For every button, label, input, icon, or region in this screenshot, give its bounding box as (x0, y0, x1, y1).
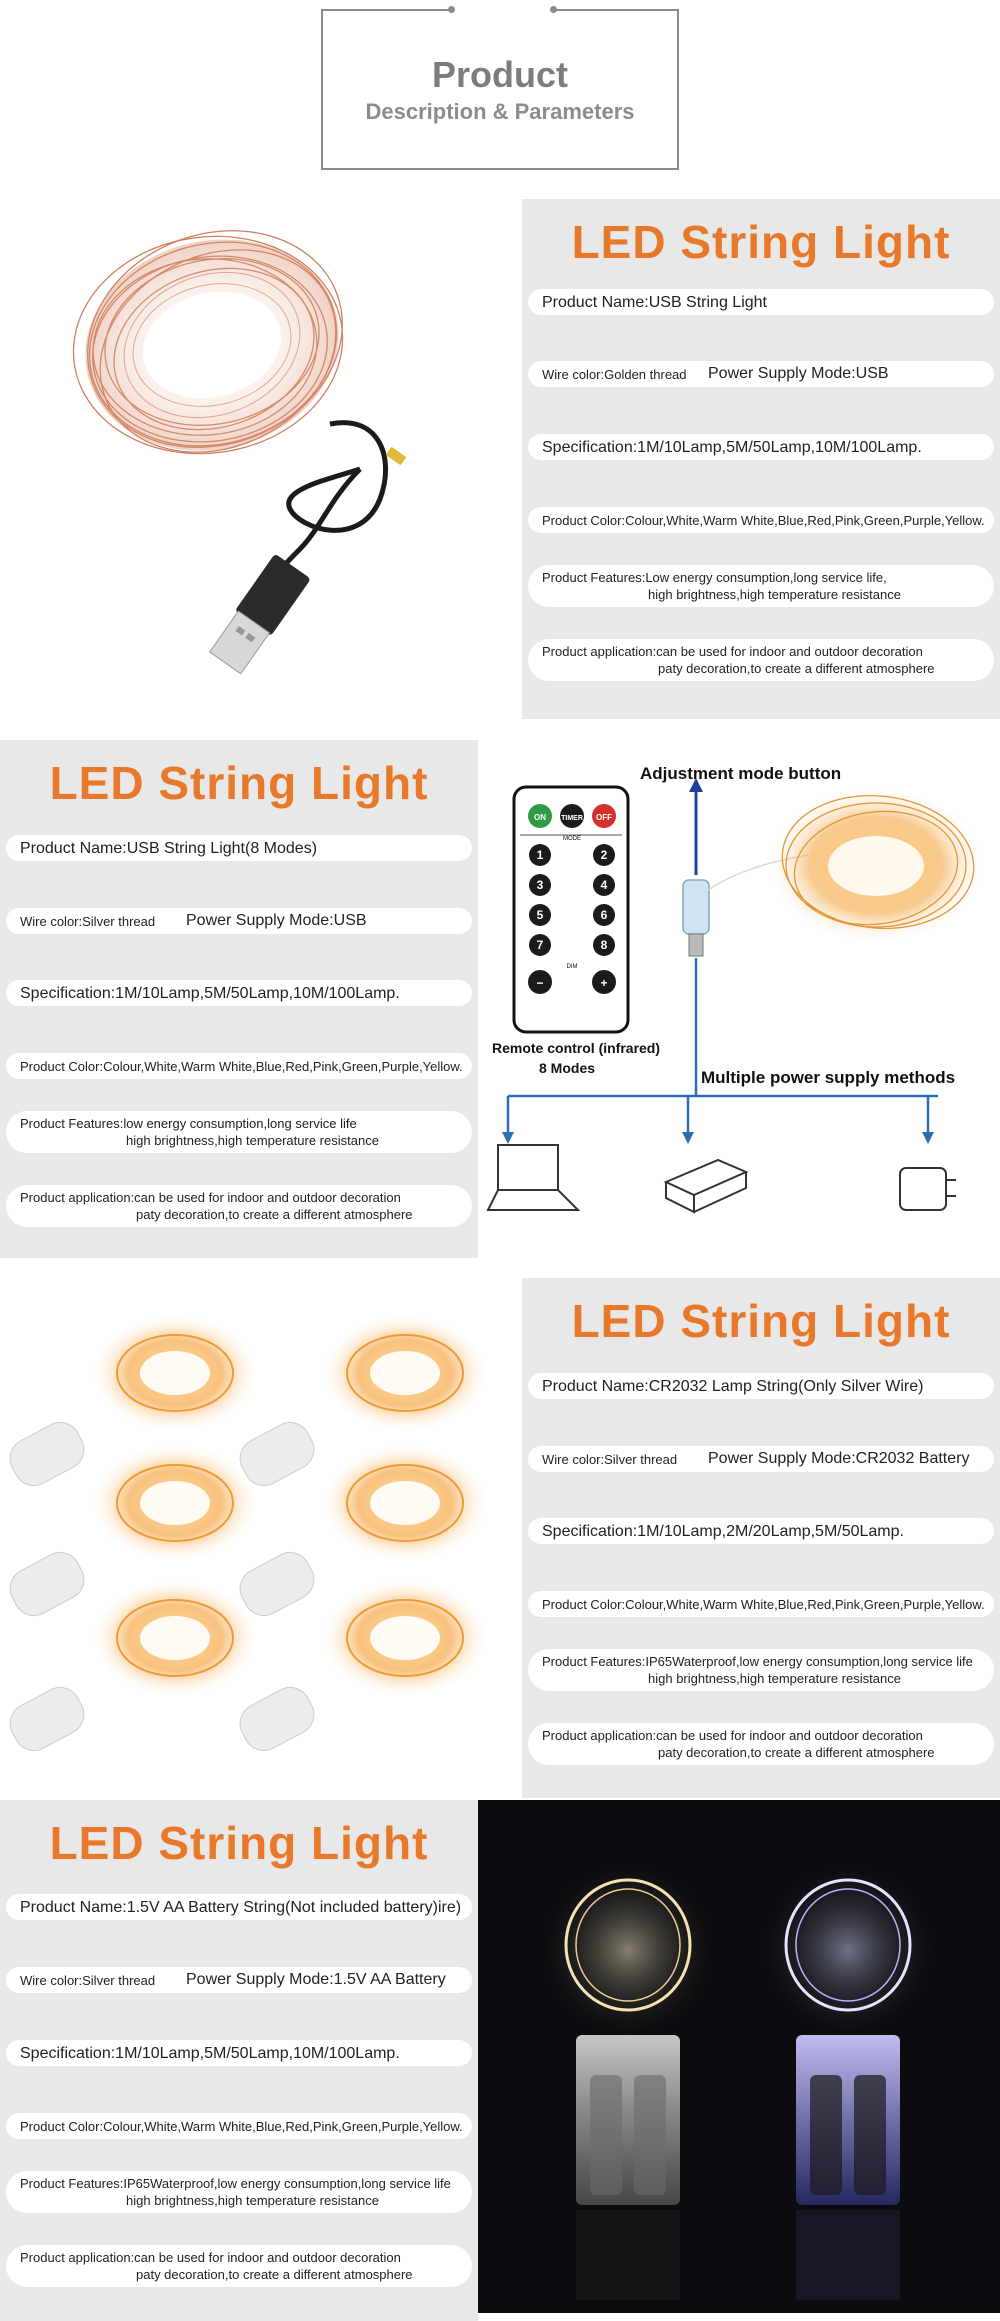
spec-product-features: Product Features:IP65Waterproof,low energy consumption,long service life high brightness,high temperature resistance (6, 2171, 472, 2213)
spec-product-application: Product application:can be used for indoor and outdoor decoration paty decoration,to create a different atmosphere (6, 1185, 472, 1227)
panel-title: LED String Light (49, 1817, 429, 1869)
cr2032-string-lights-photo (0, 1278, 522, 1798)
remote-on-label: ON (534, 813, 546, 822)
spec-panel-3 (522, 1278, 1000, 1798)
header-title: Product (431, 54, 568, 95)
spec-wire-power: Wire color:Silver thread Power Supply Mode:USB (6, 908, 472, 934)
remote-key-4: 4 (600, 878, 608, 892)
spec-panel-1 (522, 199, 1000, 719)
spec-wire-power: Wire color:Golden thread Power Supply Mode:USB (528, 361, 994, 387)
panel-title: LED String Light (49, 757, 429, 809)
spec-product-application: Product application:can be used for indoor and outdoor decoration paty decoration,to create a different atmosphere (528, 639, 994, 681)
laptop-icon (488, 1145, 578, 1210)
spec-specification: Specification:1M/10Lamp,2M/20Lamp,5M/50Lamp. (528, 1518, 994, 1544)
remote-dim-plus: + (600, 976, 608, 990)
spec-product-color: Product Color:Colour,White,Warm White,Blue,Red,Pink,Green,Purple,Yellow. (528, 1591, 994, 1617)
remote-key-8: 8 (600, 938, 608, 952)
spec-product-name: Product Name:USB String Light(8 Modes) (6, 835, 472, 861)
remote-key-2: 2 (600, 848, 608, 862)
spec-product-color: Product Color:Colour,White,Warm White,Blue,Red,Pink,Green,Purple,Yellow. (6, 2113, 472, 2139)
spec-product-name: Product Name:CR2032 Lamp String(Only Silver Wire) (528, 1373, 994, 1399)
spec-wire-power: Wire color:Silver thread Power Supply Mode:CR2032 Battery (528, 1446, 994, 1472)
remote-key-1: 1 (536, 848, 544, 862)
spec-specification: Specification:1M/10Lamp,5M/50Lamp,10M/100Lamp. (6, 980, 472, 1006)
spec-product-color: Product Color:Colour,White,Warm White,Blue,Red,Pink,Green,Purple,Yellow. (528, 507, 994, 533)
spec-specification: Specification:1M/10Lamp,5M/50Lamp,10M/100Lamp. (6, 2040, 472, 2066)
spec-product-features: Product Features:low energy consumption,long service life high brightness,high temperature resistance (6, 1111, 472, 1153)
power-bank-icon (666, 1160, 746, 1212)
remote-dim-minus: − (536, 976, 544, 990)
spec-product-application: Product application:can be used for indoor and outdoor decoration paty decoration,to create a different atmosphere (6, 2245, 472, 2287)
remote-timer-label: TIMER (561, 815, 583, 822)
remote-diagram (478, 740, 1000, 1258)
panel-title: LED String Light (571, 1295, 951, 1347)
remote-key-7: 7 (536, 938, 544, 952)
wall-adapter-icon (900, 1168, 956, 1210)
power-supply-label: Multiple power supply methods (701, 1068, 956, 1087)
remote-off-label: OFF (596, 813, 612, 822)
spec-product-application: Product application:can be used for indoor and outdoor decoration paty decoration,to create a different atmosphere (528, 1723, 994, 1765)
panel-title: LED String Light (571, 216, 951, 268)
spec-panel-4 (0, 1800, 478, 2321)
spec-product-features: Product Features:IP65Waterproof,low energy consumption,long service life high brightness,high temperature resistance (528, 1649, 994, 1691)
spec-product-name: Product Name:USB String Light (528, 289, 994, 315)
spec-panel-2 (0, 740, 478, 1258)
spec-product-name: Product Name:1.5V AA Battery String(Not included battery)ire) (6, 1894, 472, 1920)
header-subtitle: Description & Parameters (365, 99, 635, 124)
usb-controller (683, 880, 709, 934)
remote-key-5: 5 (536, 908, 544, 922)
remote-key-6: 6 (600, 908, 608, 922)
spec-product-features: Product Features:Low energy consumption,long service life, high brightness,high temperature resistance (528, 565, 994, 607)
description-header (321, 9, 679, 170)
remote-key-3: 3 (536, 878, 544, 892)
remote-control-label: Remote control (infrared) (492, 1040, 661, 1056)
usb-copper-string-photo (0, 199, 522, 719)
remote-mode-label: MODE (563, 836, 581, 842)
aa-battery-lights-photo (478, 1800, 1000, 2313)
spec-specification: Specification:1M/10Lamp,5M/50Lamp,10M/100Lamp. (528, 434, 994, 460)
spec-product-color: Product Color:Colour,White,Warm White,Blue,Red,Pink,Green,Purple,Yellow. (6, 1053, 472, 1079)
spec-wire-power: Wire color:Silver thread Power Supply Mode:1.5V AA Battery (6, 1967, 472, 1993)
modes-label: 8 Modes (539, 1060, 596, 1076)
adjustment-mode-label: Adjustment mode button (640, 764, 842, 783)
remote-dim-label: DIM (566, 964, 578, 970)
